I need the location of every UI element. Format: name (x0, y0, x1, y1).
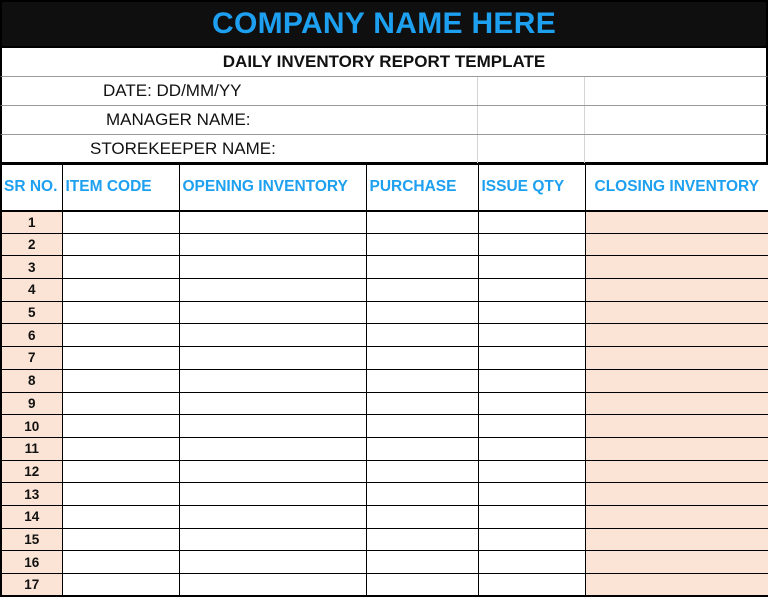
closing-inventory-cell[interactable] (585, 279, 768, 302)
sr-no-cell: 10 (1, 415, 62, 438)
item-code-cell[interactable] (62, 324, 179, 347)
issue-qty-cell[interactable] (478, 437, 585, 460)
closing-inventory-cell[interactable] (585, 233, 768, 256)
sr-no-cell: 17 (1, 574, 62, 597)
company-name-title: COMPANY NAME HERE (0, 0, 768, 48)
cell-gridline (477, 106, 478, 134)
purchase-cell[interactable] (366, 392, 478, 415)
issue-qty-cell[interactable] (478, 392, 585, 415)
item-code-cell[interactable] (62, 369, 179, 392)
table-header-row (1, 165, 768, 211)
opening-inventory-cell[interactable] (179, 415, 366, 438)
table-row (1, 415, 768, 438)
purchase-cell[interactable] (366, 369, 478, 392)
sr-no-cell: 13 (1, 483, 62, 506)
table-row (1, 574, 768, 597)
purchase-cell[interactable] (366, 505, 478, 528)
item-code-cell[interactable] (62, 279, 179, 302)
opening-inventory-cell[interactable] (179, 483, 366, 506)
table-row (1, 392, 768, 415)
manager-row (0, 106, 768, 135)
purchase-cell[interactable] (366, 415, 478, 438)
closing-inventory-cell[interactable] (585, 551, 768, 574)
table-row (1, 551, 768, 574)
opening-inventory-cell[interactable] (179, 528, 366, 551)
cell-gridline (584, 77, 585, 105)
opening-inventory-cell[interactable] (179, 505, 366, 528)
sr-no-cell: 5 (1, 301, 62, 324)
sr-no-cell: 11 (1, 437, 62, 460)
issue-qty-cell[interactable] (478, 505, 585, 528)
opening-inventory-cell[interactable] (179, 256, 366, 279)
column-header-issue-qty: ISSUE QTY (478, 165, 585, 211)
item-code-cell[interactable] (62, 483, 179, 506)
table-row (1, 483, 768, 506)
closing-inventory-cell[interactable] (585, 301, 768, 324)
purchase-cell[interactable] (366, 347, 478, 370)
table-row (1, 437, 768, 460)
issue-qty-cell[interactable] (478, 369, 585, 392)
issue-qty-cell[interactable] (478, 324, 585, 347)
issue-qty-cell[interactable] (478, 301, 585, 324)
purchase-cell[interactable] (366, 256, 478, 279)
storekeeper-label: STOREKEEPER NAME: (90, 139, 276, 158)
purchase-cell[interactable] (366, 211, 478, 234)
table-row (1, 369, 768, 392)
issue-qty-cell[interactable] (478, 460, 585, 483)
sr-no-cell: 15 (1, 528, 62, 551)
purchase-cell[interactable] (366, 301, 478, 324)
issue-qty-cell[interactable] (478, 528, 585, 551)
table-row (1, 256, 768, 279)
table-row (1, 324, 768, 347)
sr-no-cell: 16 (1, 551, 62, 574)
table-row (1, 211, 768, 234)
opening-inventory-cell[interactable] (179, 551, 366, 574)
closing-inventory-cell[interactable] (585, 415, 768, 438)
closing-inventory-cell[interactable] (585, 505, 768, 528)
table-body (1, 211, 768, 597)
closing-inventory-cell[interactable] (585, 437, 768, 460)
opening-inventory-cell[interactable] (179, 574, 366, 597)
issue-qty-cell[interactable] (478, 279, 585, 302)
inventory-table (0, 164, 768, 597)
opening-inventory-cell[interactable] (179, 392, 366, 415)
cell-gridline (584, 135, 585, 163)
table-row (1, 460, 768, 483)
item-code-cell[interactable] (62, 256, 179, 279)
closing-inventory-cell[interactable] (585, 211, 768, 234)
date-label: DATE: DD/MM/YY (103, 81, 242, 100)
item-code-cell[interactable] (62, 415, 179, 438)
item-code-cell[interactable] (62, 211, 179, 234)
column-header-item-code: ITEM CODE (62, 165, 179, 211)
closing-inventory-cell[interactable] (585, 324, 768, 347)
table-row (1, 233, 768, 256)
date-row (0, 77, 768, 106)
cell-gridline (477, 77, 478, 105)
column-header-opening-inventory: OPENING INVENTORY (179, 165, 366, 211)
closing-inventory-cell[interactable] (585, 574, 768, 597)
column-header-closing-inventory: CLOSING INVENTORY (585, 165, 768, 211)
sr-no-cell: 9 (1, 392, 62, 415)
purchase-cell[interactable] (366, 528, 478, 551)
issue-qty-cell[interactable] (478, 551, 585, 574)
issue-qty-cell[interactable] (478, 574, 585, 597)
item-code-cell[interactable] (62, 392, 179, 415)
opening-inventory-cell[interactable] (179, 211, 366, 234)
closing-inventory-cell[interactable] (585, 392, 768, 415)
opening-inventory-cell[interactable] (179, 233, 366, 256)
opening-inventory-cell[interactable] (179, 369, 366, 392)
manager-label: MANAGER NAME: (106, 110, 251, 129)
item-code-cell[interactable] (62, 347, 179, 370)
column-header-purchase: PURCHASE (366, 165, 478, 211)
table-row (1, 279, 768, 302)
table-row (1, 301, 768, 324)
item-code-cell[interactable] (62, 574, 179, 597)
item-code-cell[interactable] (62, 437, 179, 460)
closing-inventory-cell[interactable] (585, 256, 768, 279)
sr-no-cell: 6 (1, 324, 62, 347)
issue-qty-cell[interactable] (478, 347, 585, 370)
opening-inventory-cell[interactable] (179, 460, 366, 483)
issue-qty-cell[interactable] (478, 483, 585, 506)
opening-inventory-cell[interactable] (179, 437, 366, 460)
item-code-cell[interactable] (62, 505, 179, 528)
sr-no-cell: 12 (1, 460, 62, 483)
closing-inventory-cell[interactable] (585, 483, 768, 506)
closing-inventory-cell[interactable] (585, 369, 768, 392)
purchase-cell[interactable] (366, 233, 478, 256)
issue-qty-cell[interactable] (478, 211, 585, 234)
opening-inventory-cell[interactable] (179, 347, 366, 370)
table-row (1, 347, 768, 370)
purchase-cell[interactable] (366, 574, 478, 597)
item-code-cell[interactable] (62, 233, 179, 256)
opening-inventory-cell[interactable] (179, 324, 366, 347)
item-code-cell[interactable] (62, 301, 179, 324)
table-row (1, 528, 768, 551)
report-subtitle: DAILY INVENTORY REPORT TEMPLATE (0, 48, 768, 77)
issue-qty-cell[interactable] (478, 415, 585, 438)
purchase-cell[interactable] (366, 324, 478, 347)
closing-inventory-cell[interactable] (585, 528, 768, 551)
purchase-cell[interactable] (366, 279, 478, 302)
column-header-sr-no: SR NO. (1, 165, 62, 211)
sr-no-cell: 3 (1, 256, 62, 279)
closing-inventory-cell[interactable] (585, 460, 768, 483)
item-code-cell[interactable] (62, 551, 179, 574)
cell-gridline (477, 135, 478, 163)
purchase-cell[interactable] (366, 437, 478, 460)
closing-inventory-cell[interactable] (585, 347, 768, 370)
sr-no-cell: 4 (1, 279, 62, 302)
item-code-cell[interactable] (62, 528, 179, 551)
purchase-cell[interactable] (366, 460, 478, 483)
purchase-cell[interactable] (366, 551, 478, 574)
issue-qty-cell[interactable] (478, 256, 585, 279)
issue-qty-cell[interactable] (478, 233, 585, 256)
sr-no-cell: 14 (1, 505, 62, 528)
sr-no-cell: 2 (1, 233, 62, 256)
sr-no-cell: 8 (1, 369, 62, 392)
storekeeper-row (0, 135, 768, 164)
opening-inventory-cell[interactable] (179, 279, 366, 302)
purchase-cell[interactable] (366, 483, 478, 506)
sr-no-cell: 7 (1, 347, 62, 370)
item-code-cell[interactable] (62, 460, 179, 483)
sr-no-cell: 1 (1, 211, 62, 234)
table-row (1, 505, 768, 528)
cell-gridline (584, 106, 585, 134)
opening-inventory-cell[interactable] (179, 301, 366, 324)
